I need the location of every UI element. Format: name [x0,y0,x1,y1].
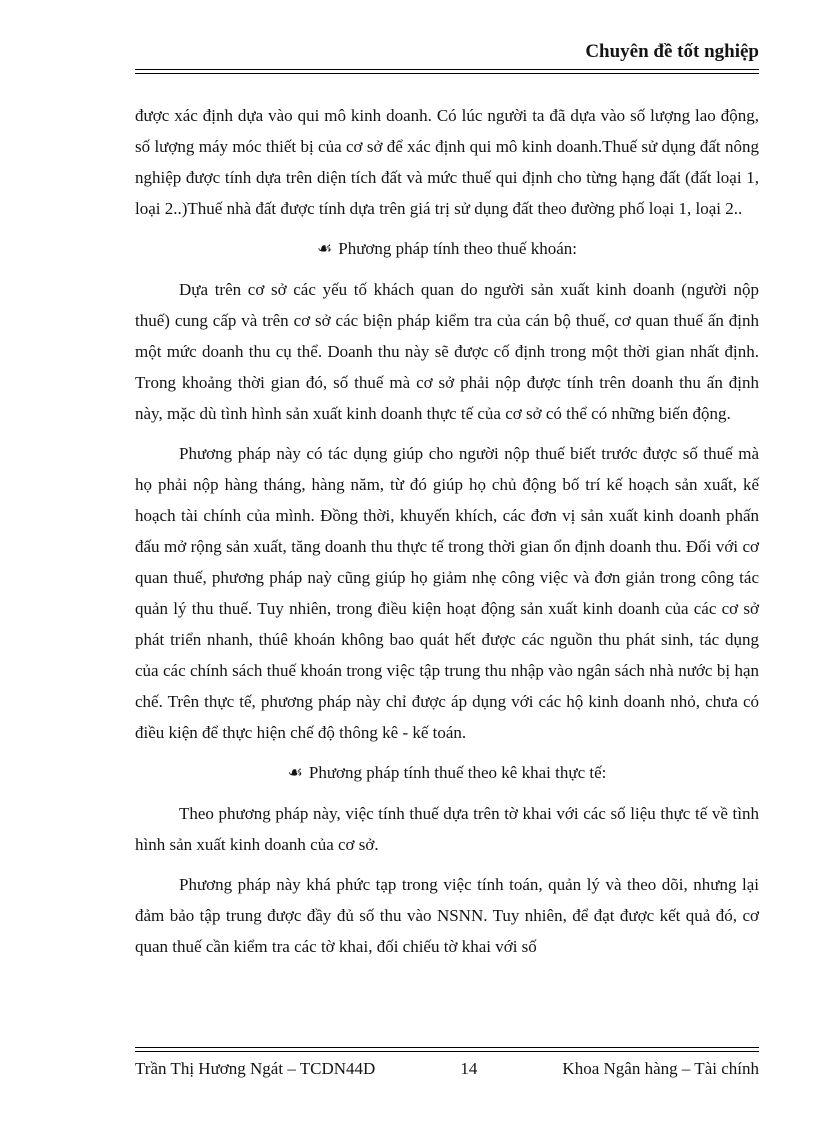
section-heading-text: Phương pháp tính theo thuế khoán: [338,239,577,258]
footer-department: Khoa Ngân hàng – Tài chính [562,1059,759,1078]
paragraph: Dựa trên cơ sở các yếu tố khách quan do người sản xuất kinh doanh (người nộp thuế) cung cấp và trên cơ sở các biện pháp kiểm tra của cán bộ thuế, cơ quan thuế ấn định một mức doanh thu cụ thể. Doanh thu này sẽ được cố định trong một thời gian nhất định. Trong khoảng thời gian đó, số thuế mà cơ sở phải nộp được tính trên doanh thu ấn định này, mặc dù tình hình sản xuất kinh doanh thực tế của cơ sở có thể có những biến động. [135,280,759,423]
page-footer [135,1047,759,1083]
page-header [135,40,759,69]
scroll-ornament-icon: ☙ [287,763,303,782]
paragraph: được xác định dựa vào qui mô kinh doanh. Có lúc người ta đã dựa vào số lượng lao động, số lượng máy móc thiết bị của cơ sở để xác định qui mô kinh doanh.Thuế sử dụng đất nông nghiệp được tính dựa trên diện tích đất và mức thuế qui định cho từng hạng đất (đất loại 1, loại 2..)Thuế nhà đất được tính dựa trên giá trị sử dụng đất theo đường phố loại 1, loại 2.. [135,106,759,218]
footer-page-number: 14 [460,1059,478,1078]
paragraph: Theo phương pháp này, việc tính thuế dựa trên tờ khai với các số liệu thực tế về tình hình sản xuất kinh doanh của cơ sở. [135,804,759,854]
header-rule [135,69,759,74]
footer-author: Trần Thị Hương Ngát – TCDN44D [135,1059,376,1078]
document-body [135,100,759,962]
paragraph: Phương pháp này khá phức tạp trong việc tính toán, quản lý và theo dõi, nhưng lại đảm bảo tập trung được đầy đủ số thu vào NSNN. Tuy nhiên, để đạt được kết quả đó, cơ quan thuế cần kiểm tra các tờ khai, đối chiếu tờ khai với số [135,875,759,956]
header-title: Chuyên đề tốt nghiệp [585,41,759,62]
scroll-ornament-icon: ☙ [317,239,333,258]
section-heading-text: Phương pháp tính thuế theo kê khai thực tế: [308,763,607,782]
section-heading [135,757,759,788]
paragraph: Phương pháp này có tác dụng giúp cho người nộp thuế biết trước được số thuế mà họ phải nộp hàng tháng, hàng năm, từ đó giúp họ chủ động bố trí kế hoạch sản xuất, kế hoạch tài chính của mình. Đồng thời, khuyến khích, các đơn vị sản xuất kinh doanh phấn đấu mở rộng sản xuất, tăng doanh thu thực tế trong thời gian ổn định doanh thu. Đối với cơ quan thuế, phương pháp naỳ cũng giúp họ giảm nhẹ công việc và đơn giản trong công tác quản lý thu thuế. Tuy nhiên, trong điều kiện hoạt động sản xuất kinh doanh của các cơ sở phát triển nhanh, thúê khoán không bao quát hết được các nguồn thu phát sinh, tác dụng của các chính sách thuế khoán trong việc tập trung thu nhập vào ngân sách nhà nước bị hạn chế. Trên thực tế, phương pháp này chỉ được áp dụng với các hộ kinh doanh nhỏ, chưa có điều kiện để thực hiện chế độ thông kê - kế toán. [135,444,759,742]
section-heading [135,233,759,264]
